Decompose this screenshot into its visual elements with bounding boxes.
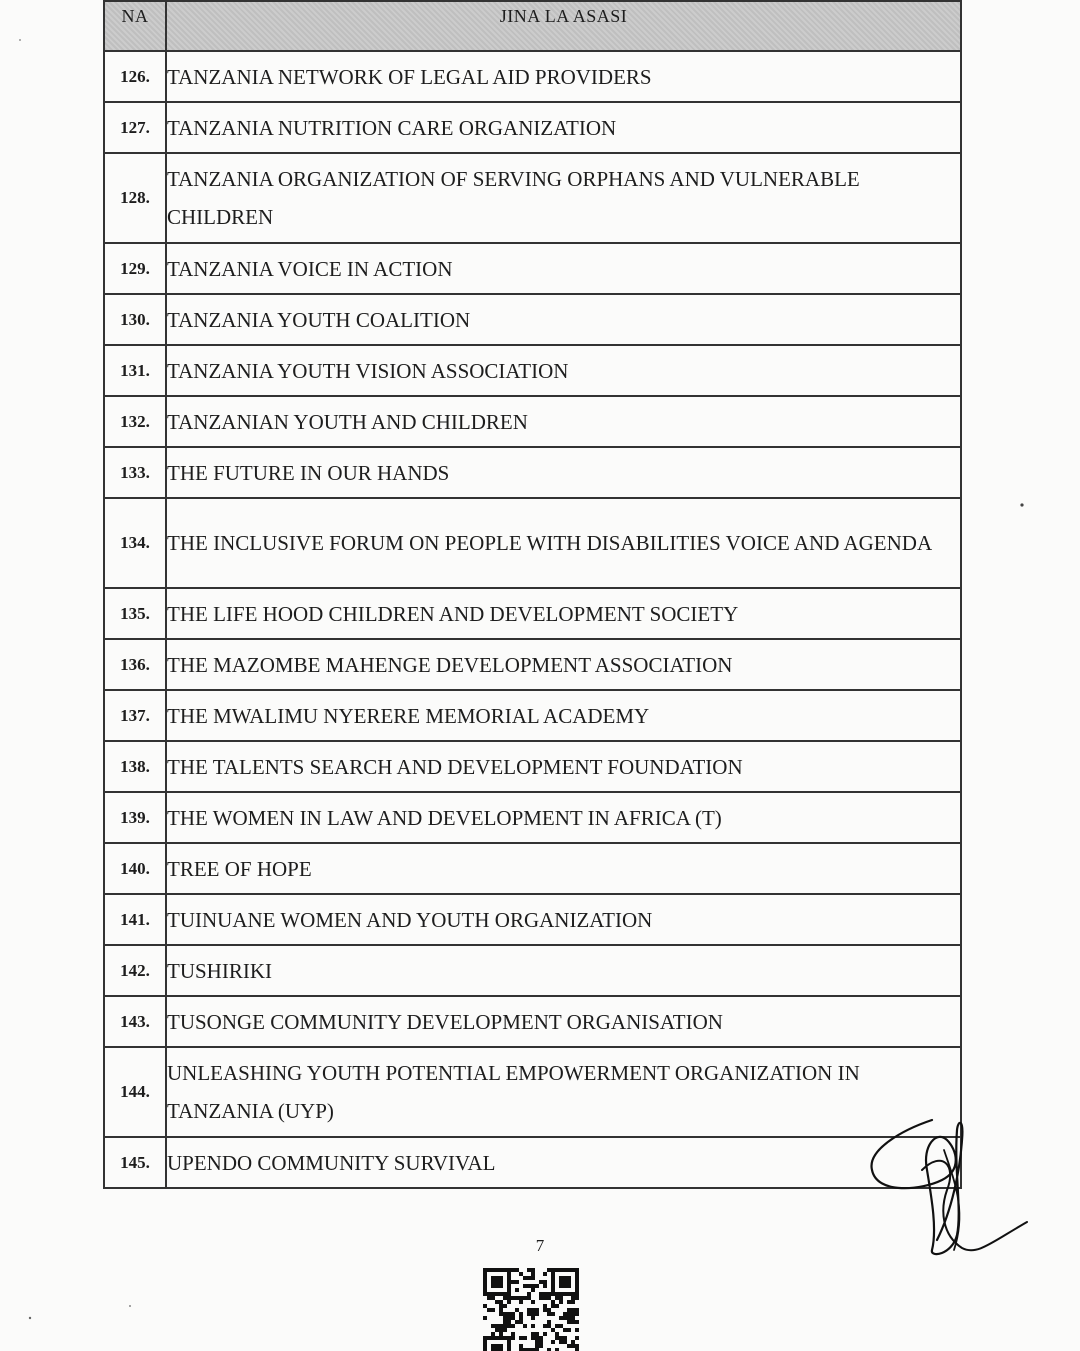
table-row [104,639,961,690]
row-number: 130. [104,294,166,345]
table-row [104,1137,961,1188]
table-row [104,294,961,345]
table-row [104,396,961,447]
table-row [104,843,961,894]
organization-name: TANZANIA ORGANIZATION OF SERVING ORPHANS AND VULNERABLE CHILDREN [166,153,961,243]
organization-name: THE MAZOMBE MAHENGE DEVELOPMENT ASSOCIATION [166,639,961,690]
table-row [104,153,961,243]
row-number: 141. [104,894,166,945]
table-row [104,243,961,294]
row-number: 129. [104,243,166,294]
column-header-name: JINA LA ASASI [166,1,961,51]
organization-name: THE FUTURE IN OUR HANDS [166,447,961,498]
row-number: 144. [104,1047,166,1137]
qr-code-icon [483,1268,579,1351]
row-number: 137. [104,690,166,741]
organization-name: TUINUANE WOMEN AND YOUTH ORGANIZATION [166,894,961,945]
organization-name: THE LIFE HOOD CHILDREN AND DEVELOPMENT SOCIETY [166,588,961,639]
organization-name: TANZANIAN YOUTH AND CHILDREN [166,396,961,447]
organization-name: TANZANIA NETWORK OF LEGAL AID PROVIDERS [166,51,961,102]
row-number: 134. [104,498,166,588]
row-number: 133. [104,447,166,498]
organization-table [103,0,962,1189]
row-number: 131. [104,345,166,396]
table-row [104,102,961,153]
table-row [104,345,961,396]
organization-name: TUSONGE COMMUNITY DEVELOPMENT ORGANISATION [166,996,961,1047]
organization-name: TREE OF HOPE [166,843,961,894]
organization-name: THE TALENTS SEARCH AND DEVELOPMENT FOUNDATION [166,741,961,792]
table-row [104,690,961,741]
table-row [104,588,961,639]
organization-name: TANZANIA NUTRITION CARE ORGANIZATION [166,102,961,153]
organization-name: THE WOMEN IN LAW AND DEVELOPMENT IN AFRICA (T) [166,792,961,843]
table-row [104,945,961,996]
table-row [104,996,961,1047]
row-number: 139. [104,792,166,843]
row-number: 128. [104,153,166,243]
row-number: 143. [104,996,166,1047]
row-number: 145. [104,1137,166,1188]
table-row [104,447,961,498]
row-number: 126. [104,51,166,102]
row-number: 135. [104,588,166,639]
table-row [104,894,961,945]
organization-name: THE INCLUSIVE FORUM ON PEOPLE WITH DISABILITIES VOICE AND AGENDA [166,498,961,588]
row-number: 132. [104,396,166,447]
organization-name: UPENDO COMMUNITY SURVIVAL [166,1137,961,1188]
organization-name: TANZANIA YOUTH VISION ASSOCIATION [166,345,961,396]
signature-icon [862,1110,1032,1260]
organization-name: UNLEASHING YOUTH POTENTIAL EMPOWERMENT ORGANIZATION IN TANZANIA (UYP) [166,1047,961,1137]
row-number: 140. [104,843,166,894]
table-row [104,792,961,843]
table-row [104,51,961,102]
table-row [104,498,961,588]
row-number: 142. [104,945,166,996]
row-number: 138. [104,741,166,792]
organization-name: THE MWALIMU NYERERE MEMORIAL ACADEMY [166,690,961,741]
organization-name: TUSHIRIKI [166,945,961,996]
table-row [104,1047,961,1137]
table-row [104,741,961,792]
column-header-number: NA [104,1,166,51]
page-number: 7 [535,1236,545,1255]
row-number: 136. [104,639,166,690]
organization-name: TANZANIA VOICE IN ACTION [166,243,961,294]
table-body [104,51,961,1188]
row-number: 127. [104,102,166,153]
organization-name: TANZANIA YOUTH COALITION [166,294,961,345]
table-header-row [104,1,961,51]
